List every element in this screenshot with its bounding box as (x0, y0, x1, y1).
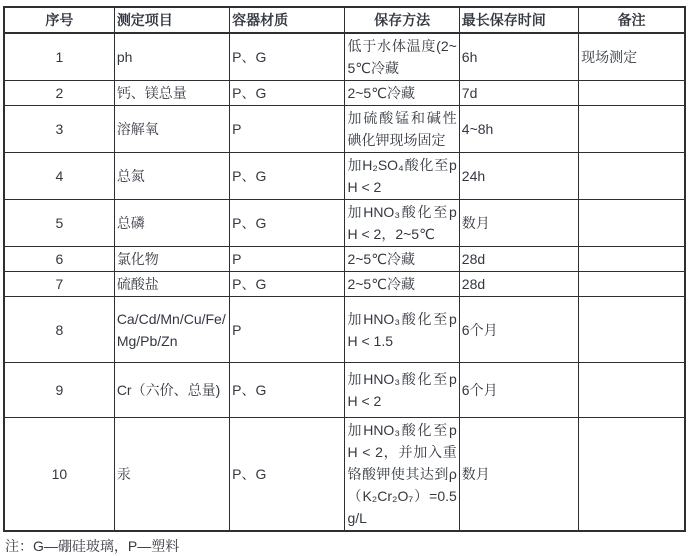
cell-no: 7 (4, 272, 114, 297)
table-row (4, 272, 685, 297)
cell-no: 4 (4, 153, 114, 200)
cell-no: 3 (4, 106, 114, 153)
header-method: 保存方法 (345, 7, 459, 33)
cell-method: 2~5℃冷藏 (345, 247, 459, 272)
cell-container: P、G (230, 33, 345, 81)
cell-item: Ca/Cd/Mn/Cu/Fe/Mg/Pb/Zn (114, 297, 229, 363)
cell-method: 低于水体温度(2~5℃冷藏 (345, 33, 459, 81)
cell-time: 6h (459, 33, 578, 81)
cell-item: Cr（六价、总量) (114, 363, 229, 418)
preservation-spec-table (3, 6, 686, 532)
table-row (4, 200, 685, 247)
cell-no: 1 (4, 33, 114, 81)
cell-time: 24h (459, 153, 578, 200)
cell-item: 总氮 (114, 153, 229, 200)
cell-container: P (230, 297, 345, 363)
cell-no: 8 (4, 297, 114, 363)
cell-remark (579, 363, 685, 418)
cell-container: P (230, 106, 345, 153)
cell-remark (579, 247, 685, 272)
cell-remark (579, 272, 685, 297)
header-remark: 备注 (579, 7, 685, 33)
cell-container: P (230, 247, 345, 272)
cell-item: 氯化物 (114, 247, 229, 272)
table-row (4, 418, 685, 532)
cell-item: 硫酸盐 (114, 272, 229, 297)
cell-remark (579, 418, 685, 532)
cell-no: 5 (4, 200, 114, 247)
cell-remark (579, 106, 685, 153)
cell-method: 加H₂SO₄酸化至pH < 2 (345, 153, 459, 200)
cell-method: 加硫酸锰和碱性碘化钾现场固定 (345, 106, 459, 153)
table-row (4, 81, 685, 106)
cell-remark (579, 200, 685, 247)
cell-time: 4~8h (459, 106, 578, 153)
cell-remark (579, 81, 685, 106)
cell-remark: 现场测定 (579, 33, 685, 81)
header-time: 最长保存时间 (459, 7, 578, 33)
cell-no: 6 (4, 247, 114, 272)
cell-method: 加HNO₃酸化至pH < 2，并加入重铬酸钾使其达到ρ（K₂Cr₂O₇）=0.5g/L (345, 418, 459, 532)
table-row (4, 297, 685, 363)
cell-time: 28d (459, 247, 578, 272)
cell-container: P、G (230, 153, 345, 200)
cell-no: 10 (4, 418, 114, 532)
cell-time: 数月 (459, 418, 578, 532)
header-no: 序号 (4, 7, 114, 33)
cell-method: 2~5℃冷藏 (345, 272, 459, 297)
cell-remark (579, 153, 685, 200)
table-row (4, 153, 685, 200)
cell-no: 2 (4, 81, 114, 106)
header-item: 测定项目 (114, 7, 229, 33)
cell-container: P、G (230, 418, 345, 532)
cell-remark (579, 297, 685, 363)
cell-method: 加HNO₃酸化至pH < 2，2~5℃ (345, 200, 459, 247)
cell-time: 6个月 (459, 363, 578, 418)
table-row (4, 106, 685, 153)
table-row (4, 33, 685, 81)
cell-item: 溶解氧 (114, 106, 229, 153)
cell-container: P、G (230, 200, 345, 247)
cell-item: ph (114, 33, 229, 81)
table-header-row (4, 7, 685, 33)
cell-container: P、G (230, 81, 345, 106)
cell-time: 7d (459, 81, 578, 106)
cell-container: P、G (230, 272, 345, 297)
cell-item: 总磷 (114, 200, 229, 247)
cell-time: 数月 (459, 200, 578, 247)
cell-method: 2~5℃冷藏 (345, 81, 459, 106)
cell-method: 加HNO₃酸化至pH < 1.5 (345, 297, 459, 363)
cell-container: P、G (230, 363, 345, 418)
header-container: 容器材质 (230, 7, 345, 33)
cell-item: 汞 (114, 418, 229, 532)
table-footnote: 注：G—硼硅玻璃，P—塑料 (5, 538, 180, 554)
table-row (4, 363, 685, 418)
cell-no: 9 (4, 363, 114, 418)
cell-item: 钙、镁总量 (114, 81, 229, 106)
cell-time: 28d (459, 272, 578, 297)
cell-method: 加HNO₃酸化至pH < 2 (345, 363, 459, 418)
cell-time: 6个月 (459, 297, 578, 363)
table-row (4, 247, 685, 272)
